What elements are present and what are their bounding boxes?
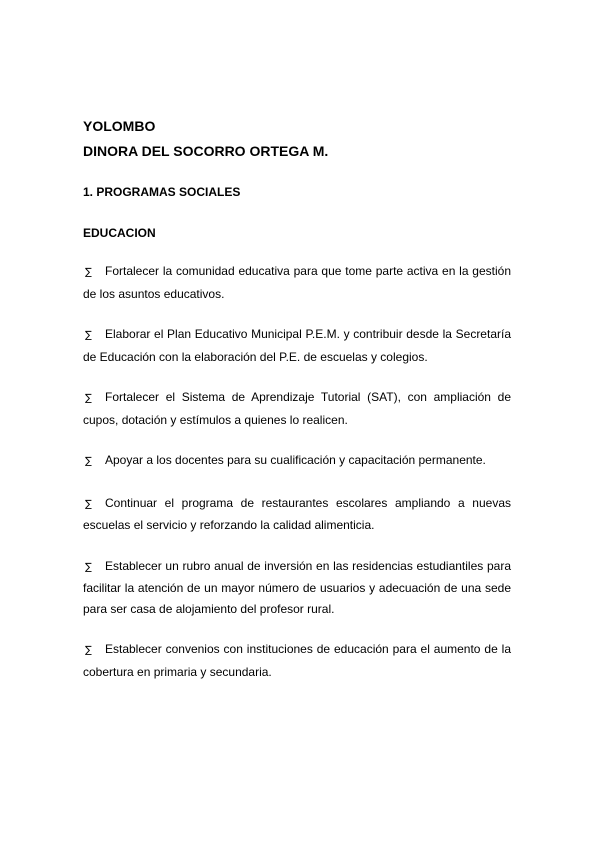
- list-item-text: Elaborar el Plan Educativo Municipal P.E.M. y contribuir desde la Secretaría de Educación con la elaboración del P.E. de escuelas y colegios.: [83, 327, 511, 364]
- list-item: [83, 450, 511, 473]
- bullet-icon: ∑: [85, 456, 92, 467]
- bullet-icon: ∑: [85, 267, 92, 278]
- municipality-title: YOLOMBO: [83, 118, 156, 134]
- list-item-text: Apoyar a los docentes para su cualificación y capacitación permanente.: [105, 453, 486, 467]
- list-item-text: Establecer convenios con instituciones de educación para el aumento de la cobertura en primaria y secundaria.: [83, 642, 511, 679]
- list-item: [83, 261, 511, 304]
- list-item: [83, 387, 511, 430]
- list-item: [83, 493, 511, 536]
- bullet-icon: ∑: [85, 498, 92, 510]
- bullet-icon: ∑: [85, 561, 92, 573]
- list-item: [83, 639, 511, 682]
- bullet-list: [83, 261, 511, 682]
- person-name-title: DINORA DEL SOCORRO ORTEGA M.: [83, 143, 329, 159]
- list-item-text: Establecer un rubro anual de inversión en las residencias estudiantiles para facilitar la atención de un mayor número de usuarios y adecuación de una sede para ser casa de alojamiento del profesor rural.: [83, 558, 511, 616]
- subsection-heading: EDUCACION: [83, 226, 156, 240]
- section-heading: 1. PROGRAMAS SOCIALES: [83, 185, 241, 199]
- list-item-text: Fortalecer la comunidad educativa para que tome parte activa en la gestión de los asuntos educativos.: [83, 264, 511, 301]
- list-item-text: Continuar el programa de restaurantes escolares ampliando a nuevas escuelas el servicio y reforzando la calidad alimenticia.: [83, 495, 511, 532]
- document-body: [83, 118, 511, 702]
- list-item: [83, 556, 511, 620]
- bullet-icon: ∑: [85, 330, 92, 341]
- bullet-icon: ∑: [85, 645, 92, 656]
- list-item-text: Fortalecer el Sistema de Aprendizaje Tutorial (SAT), con ampliación de cupos, dotación y estímulos a quienes lo realicen.: [83, 390, 511, 427]
- bullet-icon: ∑: [85, 393, 92, 404]
- list-item: [83, 324, 511, 367]
